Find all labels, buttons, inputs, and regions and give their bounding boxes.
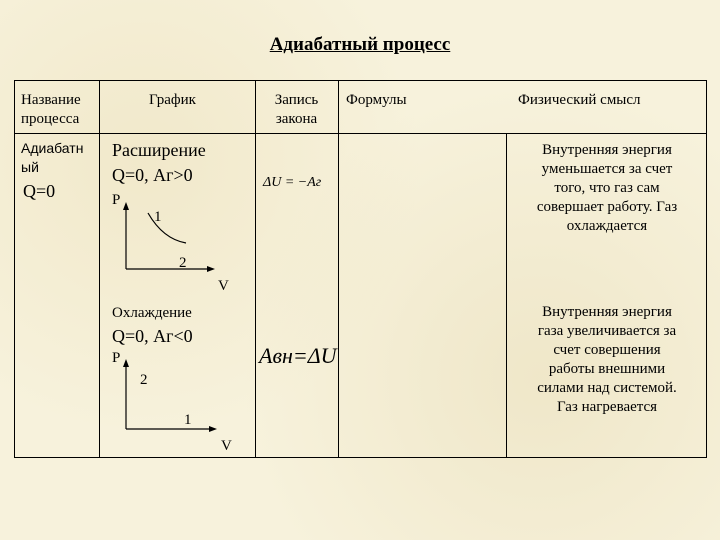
expansion-axis-p: P (112, 192, 121, 208)
process-q: Q=0 (23, 181, 56, 201)
cooling-condition: Q=0, Аг<0 (112, 326, 193, 346)
cooling-point-2: 2 (140, 372, 148, 388)
header-law: Запись закона (274, 92, 319, 127)
process-name: Адиабатн ый (21, 140, 84, 175)
expansion-condition: Q=0, Аг>0 (112, 165, 193, 185)
expansion-axis-v: V (218, 278, 229, 294)
cooling-axis-v: V (221, 438, 232, 454)
cooling-axis-p: P (112, 350, 121, 366)
cooling-title: Охлаждение (112, 305, 192, 321)
expansion-law: ΔU = −Aг (263, 175, 322, 190)
header-meaning: Физический смысл (518, 92, 641, 108)
cooling-p-arrow (123, 359, 129, 367)
cooling-v-arrow (209, 426, 217, 432)
cooling-meaning: Внутренняя энергия газа увеличивается за счет совершения работы внешними силами над системой. Газ нагревается (537, 304, 677, 415)
expansion-point-1: 1 (154, 209, 162, 225)
cooling-law: Aвн=ΔU (259, 343, 337, 368)
cooling-point-1: 1 (184, 412, 192, 428)
header-name: Название процесса (21, 92, 81, 127)
header-formulas: Формулы (346, 92, 407, 108)
expansion-point-2: 2 (179, 255, 187, 271)
header-graph: График (149, 92, 196, 108)
page-title: Адиабатный процесс (269, 34, 451, 55)
expansion-title: Расширение (112, 140, 206, 160)
expansion-meaning: Внутренняя энергия уменьшается за счет того, что газ сам совершает работу. Газ охлаждается (536, 142, 678, 234)
process-table (14, 80, 707, 458)
